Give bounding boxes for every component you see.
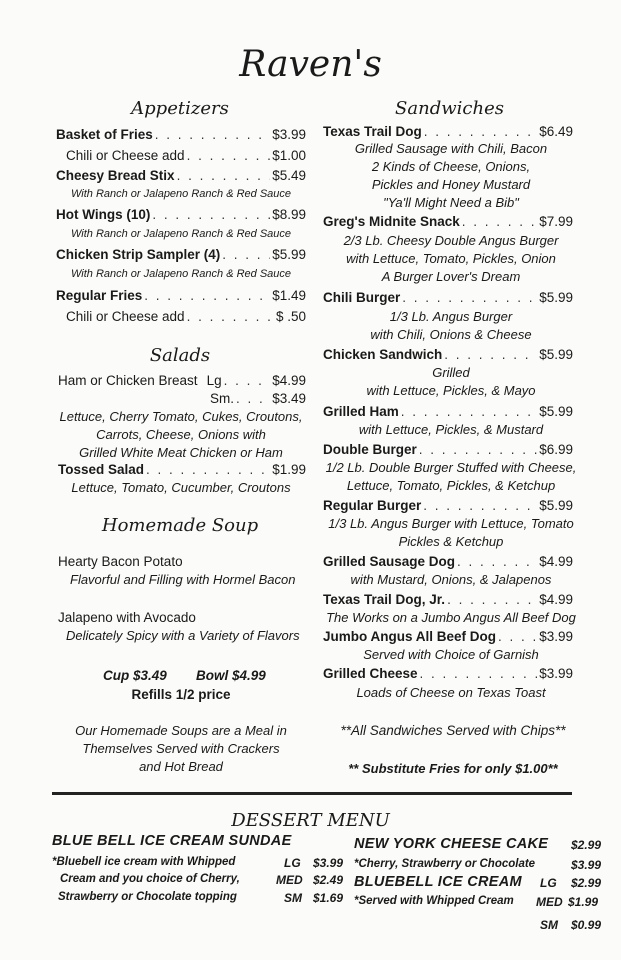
soup-note: Themselves Served with Crackers <box>82 741 280 756</box>
item-price: $1.69 <box>313 891 344 905</box>
size-label: LG <box>284 856 301 870</box>
item-price: $5.99 <box>539 498 573 513</box>
sandwiches-heading: Sandwiches <box>395 98 504 119</box>
item-name: Double Burger <box>323 442 417 457</box>
dessert-heading: DESSERT MENU <box>231 810 390 831</box>
cheesecake-title: NEW YORK CHEESE CAKE <box>354 836 549 852</box>
item-description: Grilled <box>432 365 470 380</box>
item-price: $6.99 <box>539 442 573 457</box>
soup-description: Delicately Spicy with a Variety of Flavors <box>66 628 300 643</box>
item-name: Chili or Cheese add <box>66 148 185 163</box>
menu-item <box>323 665 573 682</box>
item-price: $1.99 <box>568 895 599 909</box>
soup-note: Our Homemade Soups are a Meal in <box>75 723 287 738</box>
item-price: $1.00 <box>272 148 306 163</box>
menu-item <box>56 126 306 143</box>
item-name: Hot Wings (10) <box>56 207 151 222</box>
item-price: $5.49 <box>272 168 306 183</box>
item-price: $8.99 <box>272 207 306 222</box>
item-name: Chicken Sandwich <box>323 347 443 362</box>
item-name: Cheesy Bread Stix <box>56 168 175 183</box>
size-label: Lg <box>206 373 222 388</box>
item-price: $3.99 <box>571 858 602 872</box>
soup-note: and Hot Bread <box>139 759 223 774</box>
icecream-title: BLUEBELL ICE CREAM <box>354 874 522 890</box>
menu-item <box>66 308 306 325</box>
item-price: $3.49 <box>272 391 306 406</box>
item-description: 2/3 Lb. Cheesy Double Angus Burger <box>343 233 559 248</box>
menu-item <box>323 441 573 458</box>
menu-item <box>323 591 573 608</box>
item-description: 1/2 Lb. Double Burger Stuffed with Cheese, <box>325 460 577 475</box>
item-name: Regular Fries <box>56 288 143 303</box>
item-description: with Chili, Onions & Cheese <box>370 327 532 342</box>
cheesecake-description: *Cherry, Strawberry or Chocolate <box>354 858 536 870</box>
item-description: A Burger Lover's Dream <box>381 269 521 284</box>
item-description: Grilled White Meat Chicken or Ham <box>79 445 283 460</box>
soup-cup-price: Cup $3.49 <box>103 668 167 683</box>
item-description: "Ya'll Might Need a Bib" <box>383 195 519 210</box>
item-price: $2.99 <box>571 876 602 890</box>
item-name: Chili or Cheese add <box>66 309 185 324</box>
restaurant-title: Raven's <box>239 44 382 85</box>
menu-item <box>56 246 306 263</box>
menu-item <box>323 497 573 514</box>
divider <box>52 792 572 795</box>
menu-item <box>56 287 306 304</box>
item-note: With Ranch or Jalapeno Ranch & Red Sauce <box>70 228 292 240</box>
item-name: Chicken Strip Sampler (4) <box>56 247 221 262</box>
menu-item <box>323 346 573 363</box>
size-label: Sm. <box>210 391 235 406</box>
item-name: Jumbo Angus All Beef Dog <box>323 629 497 644</box>
size-label: SM <box>284 891 302 905</box>
item-description: Served with Choice of Garnish <box>363 647 539 662</box>
menu-item <box>58 372 306 389</box>
soup-bowl-price: Bowl $4.99 <box>196 668 266 683</box>
size-label: MED <box>276 873 303 887</box>
item-name: Ham or Chicken Breast <box>58 373 198 388</box>
item-price: $3.99 <box>313 856 344 870</box>
size-label: LG <box>540 876 557 890</box>
menu-item <box>323 553 573 570</box>
size-label: SM <box>540 918 558 932</box>
soup-name: Hearty Bacon Potato <box>58 554 183 569</box>
item-note: With Ranch or Jalapeno Ranch & Red Sauce <box>70 268 292 280</box>
item-description: Loads of Cheese on Texas Toast <box>356 685 546 700</box>
menu-item <box>56 167 306 184</box>
soup-refills: Refills 1/2 price <box>131 687 231 702</box>
item-price: $3.99 <box>539 629 573 644</box>
item-price: $3.99 <box>539 666 573 681</box>
item-description: Lettuce, Tomato, Cucumber, Croutons <box>71 480 291 495</box>
item-price: $1.49 <box>272 288 306 303</box>
item-description: 1/3 Lb. Angus Burger <box>389 309 513 324</box>
menu-item <box>58 461 306 478</box>
item-description: Grilled Sausage with Chili, Bacon <box>354 141 548 156</box>
item-name: Texas Trail Dog <box>323 124 422 139</box>
menu-item <box>323 403 573 420</box>
item-description: Carrots, Cheese, Onions with <box>96 427 266 442</box>
menu-item <box>323 213 573 230</box>
item-description: with Lettuce, Pickles, & Mayo <box>366 383 536 398</box>
item-description: Pickles and Honey Mustard <box>371 177 531 192</box>
item-name: Grilled Cheese <box>323 666 418 681</box>
item-description: Pickles & Ketchup <box>398 534 504 549</box>
item-price: $ .50 <box>275 309 306 324</box>
size-label: MED <box>536 895 563 909</box>
item-description: 2 Kinds of Cheese, Onions, <box>371 159 531 174</box>
icecream-description: *Served with Whipped Cream <box>354 895 514 907</box>
item-name: Tossed Salad <box>58 462 145 477</box>
item-description: with Mustard, Onions, & Jalapenos <box>350 572 552 587</box>
item-price: $5.99 <box>272 247 306 262</box>
item-price: $5.99 <box>539 347 573 362</box>
sundae-description: Cream and you choice of Cherry, <box>60 873 240 885</box>
sandwiches-note: ** Substitute Fries for only $1.00** <box>348 761 558 776</box>
sandwiches-note: **All Sandwiches Served with Chips** <box>340 723 566 738</box>
soup-heading: Homemade Soup <box>101 515 259 536</box>
item-price: $0.99 <box>571 918 602 932</box>
menu-item <box>210 390 306 407</box>
item-note: With Ranch or Jalapeno Ranch & Red Sauce <box>70 188 292 200</box>
item-price: $5.99 <box>539 290 573 305</box>
item-price: $7.99 <box>539 214 573 229</box>
item-price: $4.99 <box>272 373 306 388</box>
menu-item <box>323 628 573 645</box>
soup-description: Flavorful and Filling with Hormel Bacon <box>70 572 296 587</box>
item-price: $5.99 <box>539 404 573 419</box>
item-price: $6.49 <box>539 124 573 139</box>
menu-item <box>56 206 306 223</box>
appetizers-heading: Appetizers <box>131 98 229 119</box>
item-name: Texas Trail Dog, Jr. <box>323 592 446 607</box>
item-description: with Lettuce, Pickles, & Mustard <box>358 422 544 437</box>
soup-name: Jalapeno with Avocado <box>58 610 196 625</box>
item-price: $4.99 <box>539 592 573 607</box>
item-name: Grilled Ham <box>323 404 399 419</box>
item-price: $3.99 <box>272 127 306 142</box>
item-name: Basket of Fries <box>56 127 153 142</box>
item-price: $4.99 <box>539 554 573 569</box>
item-description: 1/3 Lb. Angus Burger with Lettuce, Tomato <box>328 516 574 531</box>
menu-item <box>323 123 573 140</box>
item-price: $1.99 <box>272 462 306 477</box>
item-description: with Lettuce, Tomato, Pickles, Onion <box>346 251 556 266</box>
sundae-title: BLUE BELL ICE CREAM SUNDAE <box>52 833 292 849</box>
item-name: Greg's Midnite Snack <box>323 214 460 229</box>
sundae-description: Strawberry or Chocolate topping <box>58 891 237 903</box>
item-name: Chili Burger <box>323 290 401 305</box>
item-description: Lettuce, Tomato, Pickles, & Ketchup <box>346 478 556 493</box>
item-name: Regular Burger <box>323 498 422 513</box>
menu-item <box>323 289 573 306</box>
item-description: The Works on a Jumbo Angus All Beef Dog <box>326 610 576 625</box>
item-price: $2.99 <box>571 838 602 852</box>
item-description: Lettuce, Cherry Tomato, Cukes, Croutons, <box>59 409 303 424</box>
item-price: $2.49 <box>313 873 344 887</box>
sundae-description: *Bluebell ice cream with Whipped <box>52 856 236 868</box>
menu-item <box>66 147 306 164</box>
item-name: Grilled Sausage Dog <box>323 554 456 569</box>
salads-heading: Salads <box>149 345 211 366</box>
